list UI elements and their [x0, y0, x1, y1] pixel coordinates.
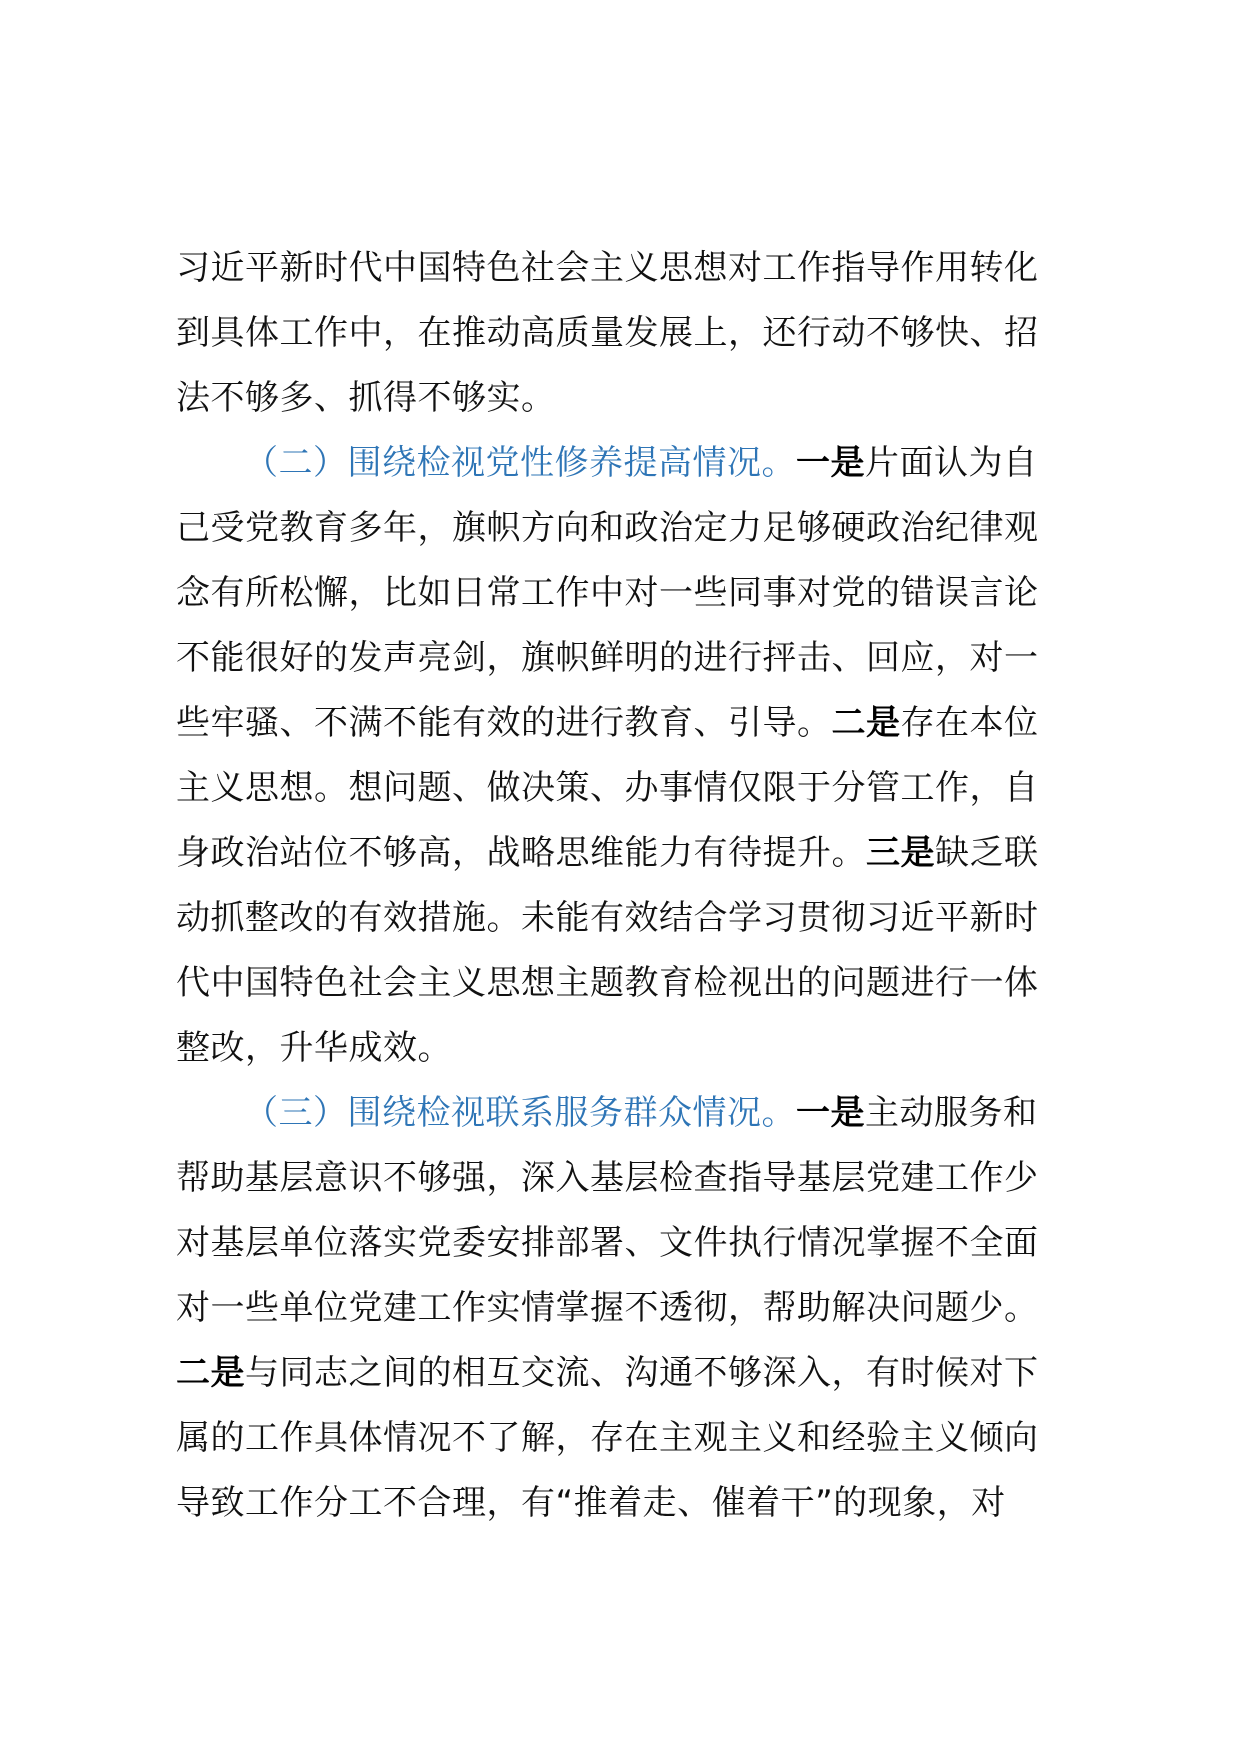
text-span: 片面认为自: [865, 443, 1038, 483]
paragraph-1: [176, 236, 1076, 431]
marker-yi-shi: 一是: [796, 1093, 865, 1133]
text-line: 习近平新时代中国特色社会主义思想对工作指导作用转化: [176, 248, 1039, 288]
section-2-heading: （二）围绕检视党性修养提高情况。: [244, 443, 796, 483]
text-line: 动抓整改的有效措施。未能有效结合学习贯彻习近平新时: [176, 898, 1039, 938]
text-span: 些牢骚、不满不能有效的进行教育、引导。: [176, 703, 832, 743]
text-line: 帮助基层意识不够强，深入基层检查指导基层党建工作少: [176, 1158, 1039, 1198]
marker-san-shi: 三是: [866, 833, 935, 873]
text-span: 缺乏联: [935, 833, 1039, 873]
text-line: 对一些单位党建工作实情掌握不透彻，帮助解决问题少。: [176, 1288, 1039, 1328]
text-line: 己受党教育多年，旗帜方向和政治定力足够硬政治纪律观: [176, 508, 1039, 548]
section-3-first-line: [176, 1081, 1076, 1146]
text-line: 到具体工作中，在推动高质量发展上，还行动不够快、招: [176, 313, 1039, 353]
document-body: [176, 236, 1076, 1536]
text-line: 代中国特色社会主义思想主题教育检视出的问题进行一体: [176, 963, 1039, 1003]
text-line: 主义思想。想问题、做决策、办事情仅限于分管工作，自: [176, 768, 1039, 808]
text-line-with-marker: [176, 821, 1076, 886]
marker-er-shi: 二是: [831, 703, 901, 743]
section-3-heading: （三）围绕检视联系服务群众情况。: [244, 1093, 796, 1133]
text-line: 对基层单位落实党委安排部署、文件执行情况掌握不全面: [176, 1223, 1039, 1263]
text-line: 属的工作具体情况不了解，存在主观主义和经验主义倾向: [176, 1418, 1039, 1458]
text-line: 法不够多、抓得不够实。: [176, 378, 556, 418]
marker-er-shi: 二是: [176, 1353, 245, 1393]
text-line: 不能很好的发声亮剑，旗帜鲜明的进行抨击、回应，对一: [176, 638, 1039, 678]
marker-yi-shi: 一是: [796, 443, 865, 483]
text-span: 身政治站位不够高，战略思维能力有待提升。: [176, 833, 866, 873]
text-span: 与同志之间的相互交流、沟通不够深入，有时候对下: [245, 1353, 1039, 1393]
text-span: 主动服务和: [865, 1093, 1038, 1133]
section-2-first-line: [176, 431, 1076, 496]
text-line: 念有所松懈，比如日常工作中对一些同事对党的错误言论: [176, 573, 1039, 613]
text-span: 存在本位: [900, 703, 1039, 743]
section-2: [176, 431, 1076, 1081]
text-line: 导致工作分工不合理，有“推着走、催着干”的现象，对: [176, 1483, 1006, 1523]
text-line: 整改，升华成效。: [176, 1028, 452, 1068]
text-line-with-marker: [176, 691, 1076, 756]
text-line-with-marker: [176, 1341, 1076, 1406]
section-3: [176, 1081, 1076, 1536]
